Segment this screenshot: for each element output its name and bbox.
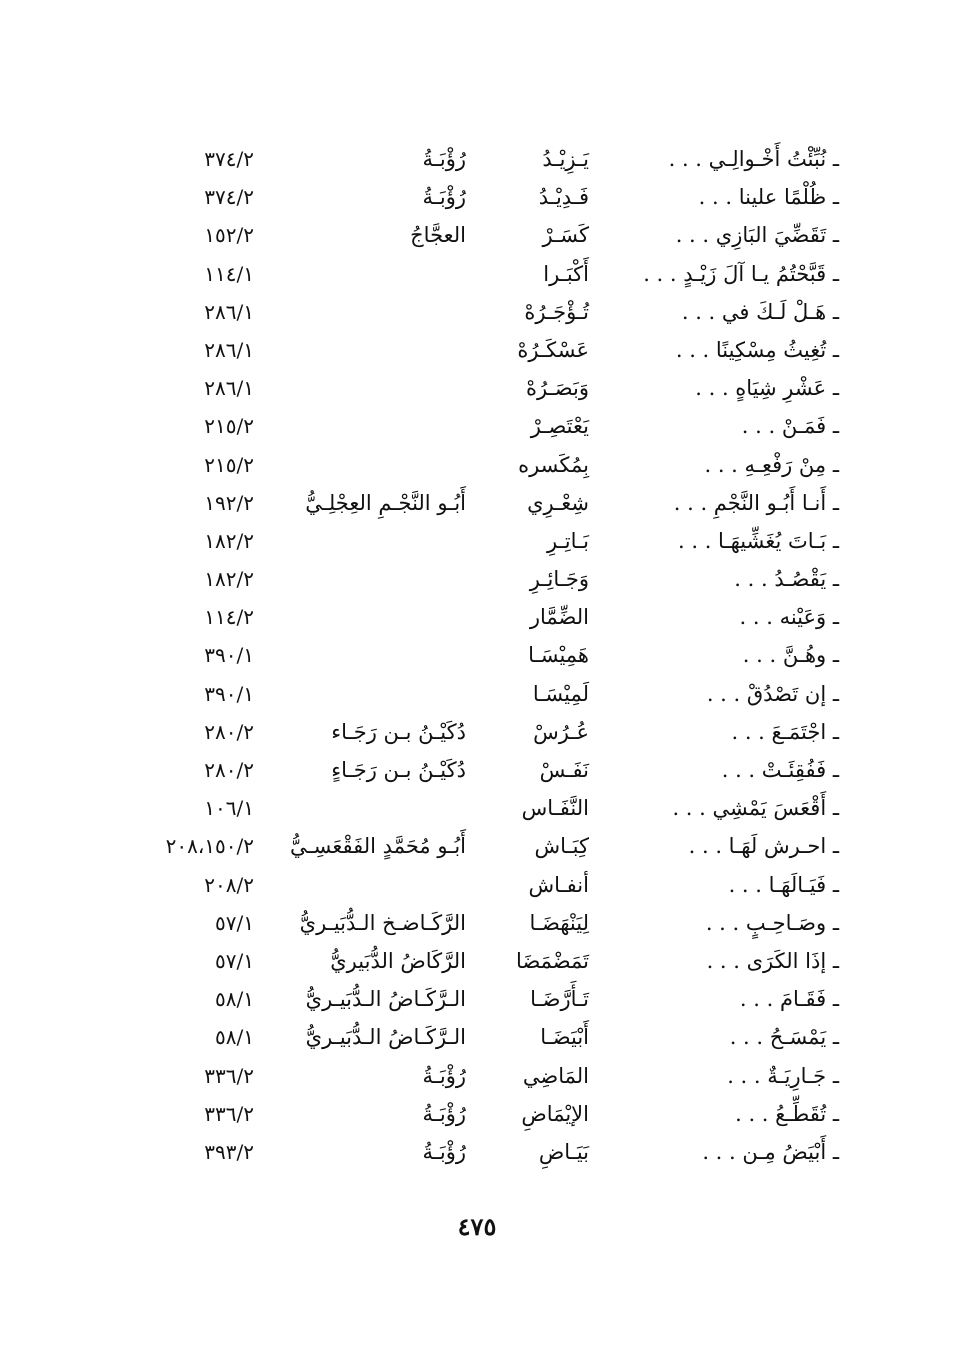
volume-page-reference: ٥٨/١ <box>215 1025 254 1050</box>
index-row <box>0 484 954 522</box>
verse-incipit: ـ احـرش لَهَـا . . . <box>688 834 839 859</box>
volume-page-reference: ٣٩٠/١ <box>204 643 254 668</box>
rhyme-word: كِبَـاش <box>534 834 589 859</box>
volume-page-reference: ١٠٦/١ <box>204 796 254 821</box>
volume-page-reference: ٥٧/١ <box>215 910 254 935</box>
volume-page-reference: ١١٤/٢ <box>204 605 254 630</box>
index-row <box>0 789 954 827</box>
rhyme-word: أَبْيَضَـا <box>540 1025 589 1050</box>
rhyme-word: الإيْمَاضِ <box>521 1101 589 1126</box>
poet-name: دُكَيْـنُ بـن رَجَـاء <box>331 719 466 744</box>
rhyme-word: شِعْـرِي <box>527 490 589 515</box>
poet-name: أَبُـو النَّجْـمِ العِجْلِـيُّ <box>305 490 466 515</box>
verse-incipit: ـ وصَـاحِـبٍ . . . <box>705 910 839 935</box>
page-number: ٤٧٥ <box>457 1212 497 1241</box>
verse-incipit: ـ هَـلْ لَـكَ في . . . <box>681 299 839 324</box>
index-row <box>0 636 954 674</box>
index-row <box>0 293 954 331</box>
rhyme-word: عُـرُسْ <box>533 719 589 744</box>
verse-incipit: ـ فَقَـامَ . . . <box>739 987 839 1012</box>
verse-incipit: ـ يَقْصُـدُ . . . <box>734 567 839 592</box>
volume-page-reference: ٣٩٣/٢ <box>204 1139 254 1164</box>
volume-page-reference: ٢١٥/٢ <box>204 414 254 439</box>
index-row <box>0 598 954 636</box>
poet-name <box>266 331 466 369</box>
poet-name <box>266 522 466 560</box>
rhyme-word: بِمُكَسره <box>518 452 589 477</box>
volume-page-reference: ٢٠٨/٢ <box>204 872 254 897</box>
verse-incipit: ـ أَبْيَضُ مِـن . . . <box>702 1139 839 1164</box>
verse-incipit: ـ أَنـا أَبُـو النَّجْمِ . . . <box>673 490 839 515</box>
volume-page-reference: ٣٧٤/٢ <box>204 147 254 171</box>
verse-incipit: ـ فَيَـالَهَـا . . . <box>728 872 839 897</box>
poet-name: رُؤْبَـةُ <box>422 185 466 210</box>
volume-page-reference: ٢٨٦/١ <box>204 376 254 401</box>
verse-incipit: ـ أَقْعَسَ يَمْشِي . . . <box>672 796 839 821</box>
rhyme-word: وَجَـائِـرِ <box>529 567 589 592</box>
index-row <box>0 866 954 904</box>
verse-incipit: ـ بَـاتَ يُغَشِّيهَـا . . . <box>678 528 839 553</box>
verse-incipit: ـ وهُـنَّ . . . <box>742 643 839 668</box>
verse-incipit: ـ اجْتَمَـعَ . . . <box>731 719 839 744</box>
volume-page-reference: ١٨٢/٢ <box>204 528 254 553</box>
index-row <box>0 1018 954 1056</box>
poet-name <box>266 675 466 713</box>
rhyme-word: لِيَنْهَضَـا <box>529 910 589 935</box>
volume-page-reference: ٣٣٦/٢ <box>204 1101 254 1126</box>
index-row <box>0 1095 954 1133</box>
rhyme-word: المَاضِي <box>522 1063 589 1088</box>
volume-page-reference: ١٩٢/٢ <box>204 490 254 515</box>
index-row <box>0 827 954 865</box>
poet-name <box>266 407 466 445</box>
poet-name <box>266 636 466 674</box>
index-row <box>0 446 954 484</box>
rhyme-word: هَمِيْسَـا <box>528 643 589 668</box>
volume-page-reference: ١١٤/١ <box>204 261 254 286</box>
poet-name: الـرَّكَـاضُ الـدُّبَيـريُّ <box>305 987 466 1012</box>
rhyme-word: بَيَـاضِ <box>538 1139 589 1164</box>
verse-incipit: ـ إن تَصْدُقْ . . . <box>706 681 839 706</box>
verse-index-table <box>0 140 954 1171</box>
volume-page-reference: ٢٨٦/١ <box>204 299 254 324</box>
verse-incipit: ـ عَشْرِ شِيَاهٍ . . . <box>695 376 839 401</box>
volume-page-reference: ٢٨٦/١ <box>204 337 254 362</box>
verse-incipit: ـ قَبَّحْتُمُ يـا آلَ زَيْـدٍ . . . <box>643 261 839 286</box>
poet-name: الـرَّكَـاضُ الـدُّبَيـريُّ <box>305 1025 466 1050</box>
verse-incipit: ـ وَعَيْنه . . . <box>739 605 839 630</box>
volume-page-reference: ٣٩٠/١ <box>204 681 254 706</box>
index-row <box>0 560 954 598</box>
rhyme-word: تُـؤْجَـرُهْ <box>524 299 589 324</box>
poet-name: رُؤْبَـةُ <box>422 1063 466 1088</box>
volume-page-reference: ٢٠٨،١٥٠/٢ <box>165 834 254 859</box>
index-row <box>0 216 954 254</box>
verse-incipit: ـ مِنْ رَفْعِـهِ . . . <box>704 452 839 477</box>
poet-name: الرَّكَاضُ الدُّبَيريُّ <box>330 948 466 973</box>
verse-incipit: ـ فَفُقِئَـتْ . . . <box>721 758 839 782</box>
index-row <box>0 980 954 1018</box>
poet-name: العجَّاجُ <box>410 223 466 248</box>
volume-page-reference: ١٥٢/٢ <box>204 223 254 248</box>
rhyme-word: الضِّمَّار <box>529 605 589 630</box>
poet-name <box>266 446 466 484</box>
volume-page-reference: ٣٣٦/٢ <box>204 1063 254 1088</box>
rhyme-word: نَفَـسْ <box>539 758 589 782</box>
volume-page-reference: ٢٨٠/٢ <box>204 758 254 782</box>
poet-name <box>266 866 466 904</box>
verse-incipit: ـ جَـارِيَـةٌ . . . <box>727 1063 839 1088</box>
rhyme-word: تَمَضْمَضَا <box>516 948 589 973</box>
index-row <box>0 140 954 178</box>
rhyme-word: بَـاتِـرِ <box>547 528 589 553</box>
rhyme-word: يَعْتَصِـرْ <box>530 414 589 439</box>
index-row <box>0 751 954 789</box>
volume-page-reference: ٢٨٠/٢ <box>204 719 254 744</box>
poet-name: رُؤْبَـةُ <box>422 1139 466 1164</box>
index-row <box>0 522 954 560</box>
rhyme-word: لَمِيْسَـا <box>532 681 589 706</box>
index-row <box>0 675 954 713</box>
poet-name: أَبُـو مُحَمَّدٍ الفَقْعَسِـيُّ <box>290 834 466 859</box>
verse-incipit: ـ تُقَطِّـعُ . . . <box>735 1101 839 1126</box>
index-row <box>0 255 954 293</box>
poet-name <box>266 598 466 636</box>
verse-incipit: ـ تَقَضِّيَ البَازِي . . . <box>675 223 839 248</box>
verse-incipit: ـ نُبِّئْتُ أَخْـوالِـي . . . <box>668 147 839 171</box>
volume-page-reference: ٥٧/١ <box>215 948 254 973</box>
index-row <box>0 178 954 216</box>
poet-name <box>266 560 466 598</box>
poet-name: الرَّكَـاضـخ الـدُّبَيـريُّ <box>299 910 466 935</box>
index-row <box>0 1133 954 1171</box>
poet-name: رُؤْبَـةُ <box>422 1101 466 1126</box>
verse-incipit: ـ تُغِيثُ مِسْكِينًا . . . <box>675 337 839 362</box>
rhyme-word: تَـأَرَّضَـا <box>530 987 589 1012</box>
poet-name: رُؤْبَـةُ <box>422 147 466 171</box>
verse-incipit: ـ إذَا الكَرَى . . . <box>706 948 839 973</box>
rhyme-word: يَـزِيْـدُ <box>542 147 589 171</box>
poet-name <box>266 369 466 407</box>
poet-name <box>266 293 466 331</box>
rhyme-word: أنفـاش <box>528 872 589 897</box>
index-row <box>0 369 954 407</box>
volume-page-reference: ٥٨/١ <box>215 987 254 1012</box>
index-row <box>0 713 954 751</box>
rhyme-word: النَّفَـاس <box>521 796 589 821</box>
poet-name: دُكَيْـنُ بـن رَجَـاءٍ <box>331 758 466 782</box>
volume-page-reference: ٢١٥/٢ <box>204 452 254 477</box>
index-row <box>0 407 954 445</box>
index-row <box>0 331 954 369</box>
verse-incipit: ـ يَمْسَـحُ . . . <box>729 1025 839 1050</box>
verse-incipit: ـ فَمَـنْ . . . <box>741 414 839 439</box>
verse-incipit: ـ ظُلْمًا علينا . . . <box>698 185 839 210</box>
rhyme-word: وَبَصَـرُهْ <box>526 376 589 401</box>
poet-name <box>266 789 466 827</box>
rhyme-word: عَسْكَـرُهْ <box>517 337 589 362</box>
rhyme-word: كَسَـرْ <box>542 223 589 248</box>
index-row <box>0 1057 954 1095</box>
volume-page-reference: ٣٧٤/٢ <box>204 185 254 210</box>
rhyme-word: أَكْبَـرا <box>543 261 589 286</box>
poet-name <box>266 255 466 293</box>
volume-page-reference: ١٨٢/٢ <box>204 567 254 592</box>
rhyme-word: فَـدِيْـدُ <box>538 185 589 210</box>
index-row <box>0 904 954 942</box>
index-row <box>0 942 954 980</box>
